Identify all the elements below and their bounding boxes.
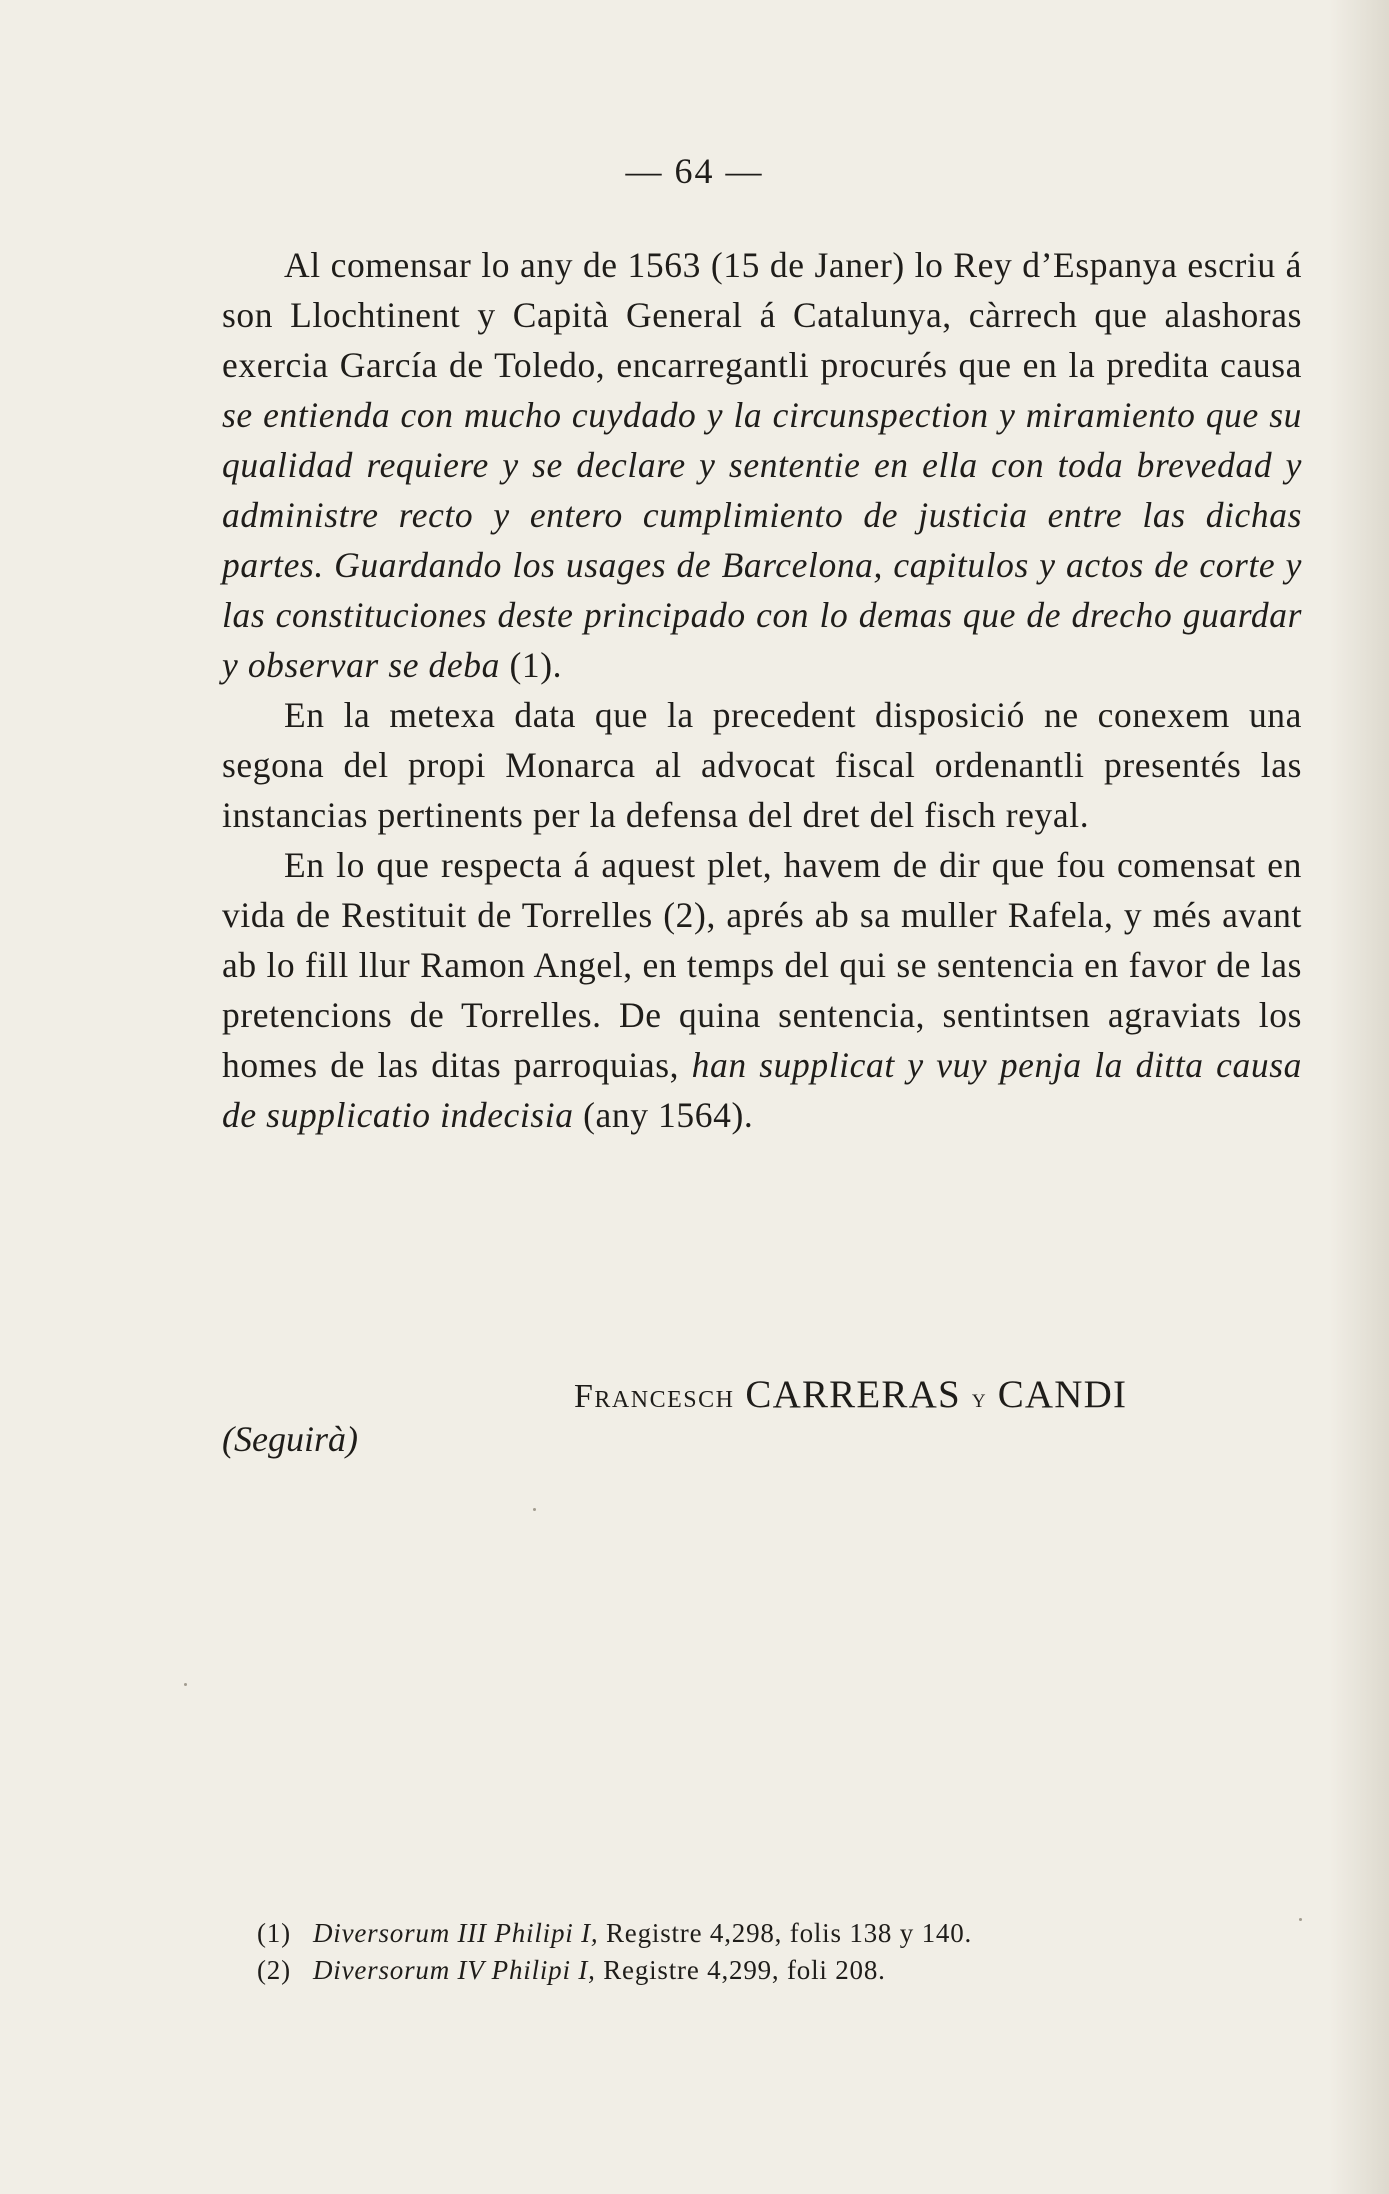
page-edge-shadow — [1329, 0, 1389, 2194]
page-number: — 64 — — [625, 151, 764, 191]
paragraph — [222, 240, 1302, 690]
text-run: (any 1564). — [573, 1095, 754, 1135]
author-surname-2: CANDI — [997, 1373, 1128, 1416]
author-signature — [574, 1372, 1304, 1417]
continued-note: (Seguirà) — [222, 1419, 358, 1459]
footnote — [257, 1915, 1302, 1952]
footnote-text: Registre 4,298, folis 138 y 140. — [598, 1918, 973, 1948]
paper-speck — [533, 1508, 536, 1511]
text-run: En la metexa data que la precedent disposició ne conexem una segona del propi Monarca al advocat fiscal ordenantli presentés las instancias pertinents per la defensa del dret del fisch reyal. — [222, 695, 1302, 835]
footnote-text: Registre 4,299, foli 208. — [595, 1955, 886, 1985]
italic-text-run: se entienda con mucho cuydado y la circunspection y miramiento que su qualidad requiere y se declare y sententie en ella con toda brevedad y administre recto y entero cumplimiento de justicia entre las dichas partes. Guardando los usages de Barcelona, capitulos y actos de corte y las constituciones deste principado con lo demas que de drecho guardar y observar se deba — [222, 395, 1302, 685]
paper-speck — [184, 1683, 187, 1686]
author-surname-1: CARRERAS — [745, 1373, 961, 1416]
author-first-name: Francesch — [574, 1378, 735, 1415]
footnote-source: Diversorum IV Philipi I, — [313, 1955, 596, 1985]
text-run: En lo que respecta á aquest plet, havem de dir que fou comensat en vida de Restituit de Torrelles (2), aprés ab sa muller Rafela, y més avant ab lo fill llur Ramon Angel, en temps del qui se sentencia en favor de las pretencions de Torrelles. De quina sentencia, sentintsen agraviats los homes de las ditas parroquias, — [222, 845, 1302, 1085]
text-run: Al comensar lo any de 1563 (15 de Janer) lo Rey d’Espanya escriu á son Llochtinent y Capità General á Catalunya, càrrech que alashoras exercia García de Toledo, encarregantli procurés que en la predita causa — [222, 245, 1302, 385]
footnote-source: Diversorum III Philipi I, — [313, 1918, 599, 1948]
footnote — [257, 1952, 1302, 1989]
footnotes — [257, 1915, 1302, 1989]
text-run: (1). — [499, 645, 563, 685]
paragraph — [222, 690, 1302, 840]
author-conjunction: y — [971, 1383, 987, 1413]
footnote-marker: (1) — [257, 1918, 291, 1948]
footnote-marker: (2) — [257, 1955, 291, 1985]
paragraph — [222, 840, 1302, 1140]
body-text — [222, 240, 1302, 1140]
italic-text-run: han supplicat y vuy penja la ditta causa de supplicatio indecisia — [222, 1045, 1303, 1135]
